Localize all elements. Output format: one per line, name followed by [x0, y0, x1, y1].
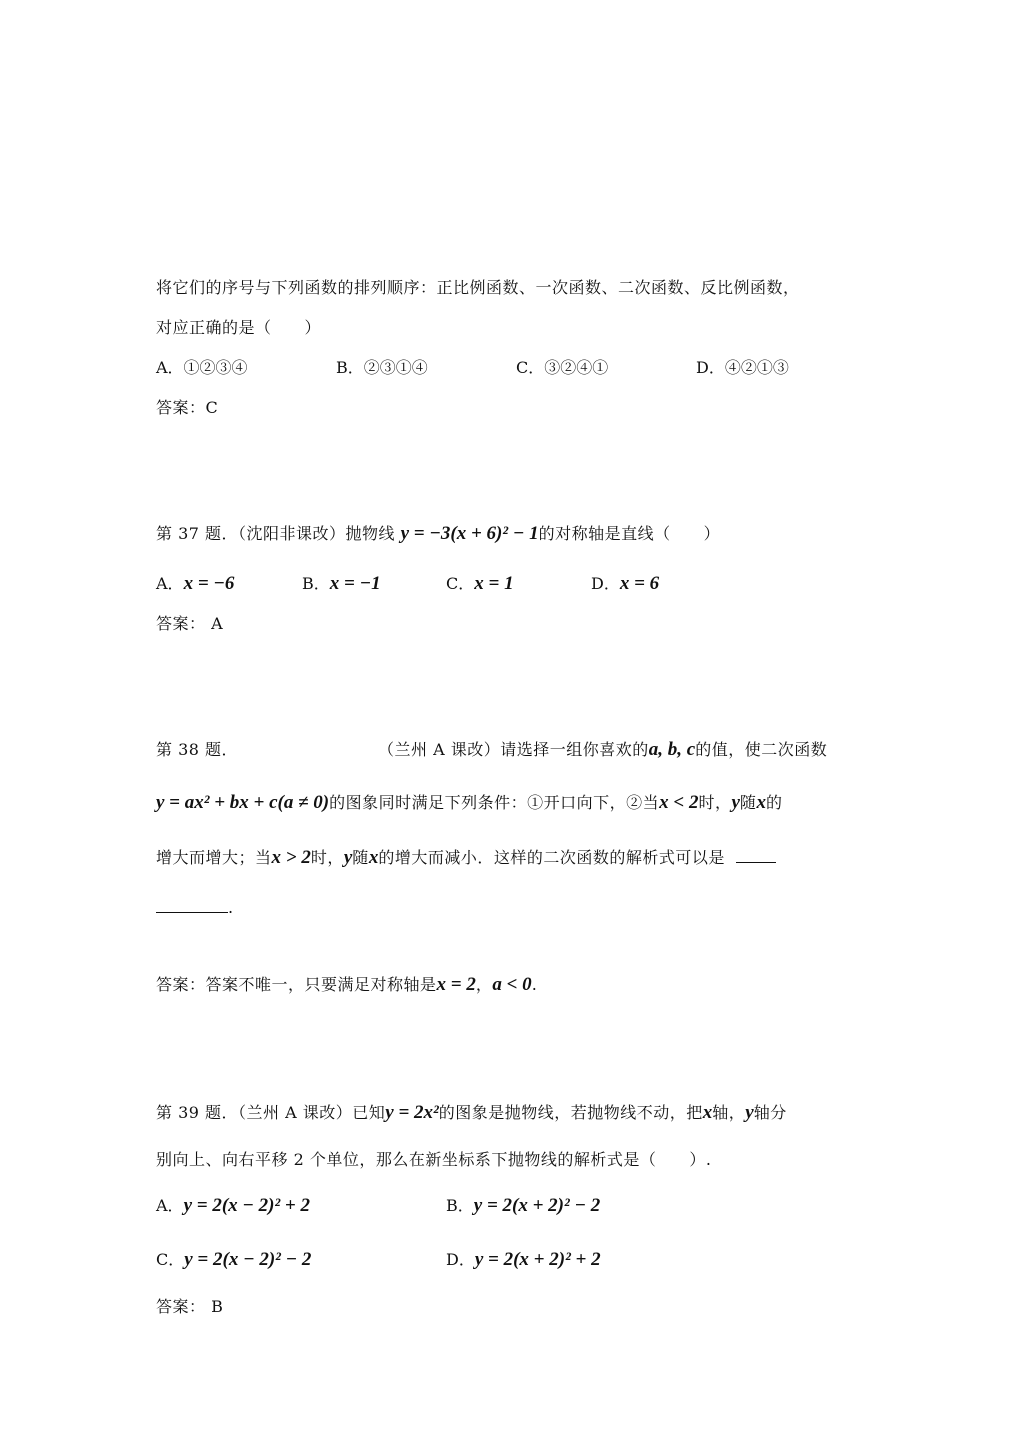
q37-option-d-label: D． — [591, 574, 620, 593]
q37-option-a-math: x = −6 — [183, 573, 235, 594]
q38-line3-c: 随 — [352, 848, 369, 867]
q39-formula: y = 2x² — [385, 1102, 439, 1123]
q38-stem-line4 — [156, 896, 234, 920]
q37-option-d — [591, 572, 659, 596]
q37-option-a-label: A． — [156, 574, 184, 593]
q38-text-sui: 随 — [739, 793, 757, 812]
q37-option-b-math: x = −1 — [329, 573, 381, 594]
q36-option-a: A．①②③④ — [156, 358, 248, 377]
q36-option-b: B．②③①④ — [336, 358, 428, 377]
q39-option-b — [446, 1194, 600, 1218]
q36-answer: 答案：C — [156, 398, 219, 417]
q38-text-shi: 时， — [698, 793, 732, 812]
q39-text-zhou2: 轴分 — [753, 1103, 787, 1122]
q38-stem-line2 — [156, 791, 782, 815]
q39-stem-line1 — [156, 1101, 787, 1125]
q38-vars: a, b, c — [648, 739, 696, 760]
q38-answer-axis: x = 2 — [436, 974, 476, 995]
q38-stem-line3 — [156, 846, 776, 870]
q37-option-b — [302, 572, 381, 596]
q37-option-c-math: x = 1 — [474, 573, 514, 594]
q39-option-d-label: D． — [446, 1250, 475, 1269]
q37-option-b-label: B． — [302, 574, 330, 593]
q39-prefix: 第 39 题．（兰州 A 课改）已知 — [156, 1103, 386, 1122]
q38-line3-a: 增大而增大；当 — [156, 848, 272, 867]
q39-option-c-math: y = 2(x − 2)² − 2 — [184, 1249, 312, 1270]
q37-prefix: 第 37 题．（沈阳非课改）抛物线 — [156, 524, 401, 543]
q38-blank-part1[interactable] — [736, 846, 776, 863]
q38-formula: y = ax² + bx + c(a ≠ 0) — [156, 792, 330, 813]
q39-option-b-label: B． — [446, 1196, 474, 1215]
q38-number: 第 38 题． — [156, 740, 239, 759]
q39-answer: 答案： B — [156, 1297, 224, 1316]
q36-text-line1: 将它们的序号与下列函数的排列顺序：正比例函数、一次函数、二次函数、反比例函数， — [156, 278, 800, 297]
q38-period: . — [228, 898, 234, 917]
q38-math-x-gt-2: x > 2 — [271, 847, 311, 868]
q38-math-x-lt-2: x < 2 — [659, 792, 699, 813]
q39-option-d-math: y = 2(x + 2)² + 2 — [474, 1249, 601, 1270]
q39-option-a — [156, 1194, 310, 1218]
q38-stem-line1 — [156, 738, 827, 762]
q39-option-c-label: C． — [156, 1250, 185, 1269]
q38-answer-text: 答案：答案不唯一，只要满足对称轴是 — [156, 975, 437, 994]
q39-option-a-math: y = 2(x − 2)² + 2 — [183, 1195, 311, 1216]
q36-option-d: D．④②①③ — [696, 358, 789, 377]
q37-formula: y = −3(x + 6)² − 1 — [400, 523, 539, 544]
q38-line3-b: 时， — [310, 848, 344, 867]
q37-option-d-math: x = 6 — [619, 573, 660, 594]
q38-blank-part2[interactable] — [156, 896, 228, 913]
q39-mid: 的图象是抛物线，若抛物线不动，把 — [438, 1103, 703, 1122]
q39-option-a-label: A． — [156, 1196, 184, 1215]
q37-stem — [156, 522, 720, 546]
q38-answer — [156, 973, 537, 997]
q39-option-d — [446, 1248, 601, 1272]
q39-text-zhou1: 轴， — [712, 1103, 746, 1122]
q37-suffix: 的对称轴是直线（ ） — [538, 524, 721, 543]
q38-answer-a: a < 0 — [492, 974, 532, 995]
q37-option-a — [156, 572, 234, 596]
q36-option-c: C．③②④① — [516, 358, 609, 377]
q37-option-c-label: C． — [446, 574, 475, 593]
q39-option-c — [156, 1248, 311, 1272]
q39-math-y: y — [745, 1102, 754, 1123]
q38-math-y2: y — [343, 847, 353, 868]
q38-answer-sep: ， — [475, 975, 493, 994]
q37-option-c — [446, 572, 514, 596]
q39-stem-line2: 别向上、向右平移 2 个单位，那么在新坐标系下抛物线的解析式是（ ）. — [156, 1150, 712, 1169]
q38-line3-d: 的增大而减小．这样的二次函数的解析式可以是 — [378, 848, 725, 867]
q39-option-b-math: y = 2(x + 2)² − 2 — [473, 1195, 601, 1216]
q38-intro2: 的值，使二次函数 — [695, 740, 828, 759]
q38-answer-end: . — [531, 975, 538, 994]
q39-math-x: x — [702, 1102, 713, 1123]
q38-conditions: 的图象同时满足下列条件：①开口向下，②当 — [329, 793, 660, 812]
q38-math-x2: x — [368, 847, 379, 868]
q38-math-x: x — [756, 792, 766, 813]
q38-math-y: y — [731, 792, 740, 813]
q37-answer: 答案： A — [156, 614, 224, 633]
q36-text-line2: 对应正确的是（ ） — [156, 318, 322, 337]
q38-text-de: 的 — [765, 793, 783, 812]
q38-intro: （兰州 A 课改）请选择一组你喜欢的 — [378, 740, 649, 759]
